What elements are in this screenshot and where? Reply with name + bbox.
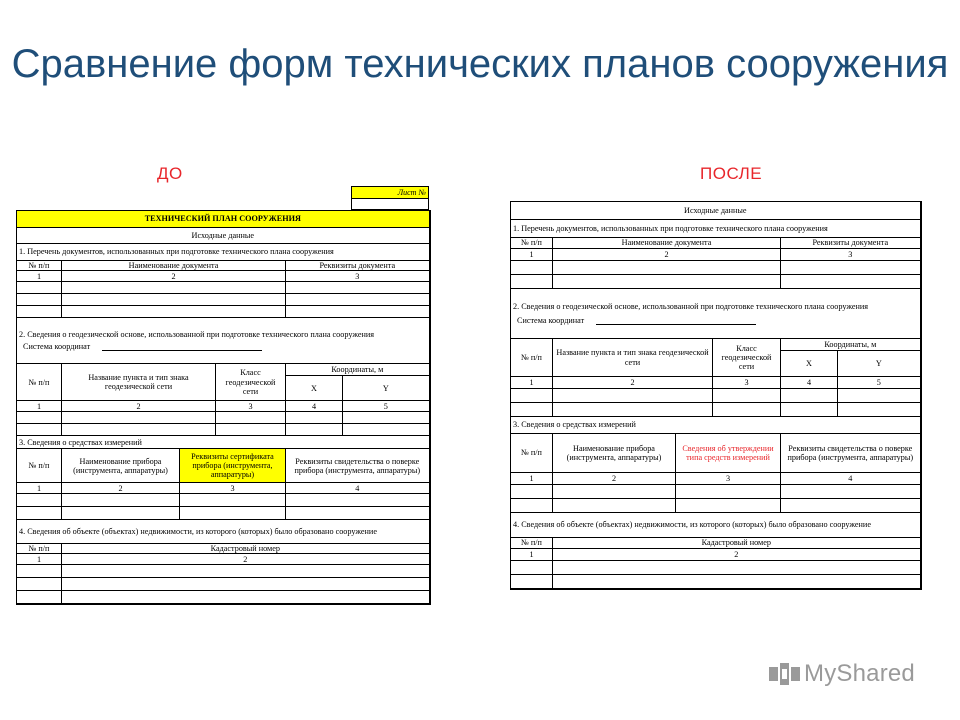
section-2-title: 2. Сведения о геодезической основе, использованной при подготовке технического плана сооружения <box>19 330 375 339</box>
sec4-num-2: 2 <box>553 549 921 561</box>
sec4-num-1: 1 <box>17 554 62 565</box>
sec3-num-4: 4 <box>781 473 921 485</box>
table-row <box>511 575 921 589</box>
sec1-col-num: № п/п <box>511 238 553 249</box>
slide-title: Сравнение форм технических планов сооружения <box>11 42 949 86</box>
table-row <box>17 306 430 318</box>
sec2-col-point-name: Название пункта и тип знака геодезической сети <box>62 364 216 401</box>
sec1-num-2: 2 <box>62 271 286 282</box>
sec2-col-y: Y <box>838 351 921 377</box>
sec2-num-3: 3 <box>216 401 286 412</box>
sec4-col-num: № п/п <box>511 538 553 549</box>
section-3-title: 3. Сведения о средствах измерений <box>511 417 921 434</box>
table-row <box>17 565 430 578</box>
sec2-num-4: 4 <box>781 377 838 389</box>
sec1-col-doc-name: Наименование документа <box>553 238 781 249</box>
myshared-logo-icon <box>768 660 802 688</box>
sec1-num-1: 1 <box>511 249 553 261</box>
sec3-col-verification: Реквизиты свидетельства о поверке прибора (инструмента, аппаратуры) <box>286 449 430 483</box>
sec2-col-x: X <box>781 351 838 377</box>
label-before: ДО <box>157 164 183 183</box>
sec3-col-device: Наименование прибора (инструмента, аппаратуры) <box>62 449 180 483</box>
sec2-col-class: Класс геодезической сети <box>713 339 781 377</box>
section-2-block <box>17 318 430 364</box>
sec2-col-y: Y <box>343 376 430 401</box>
sec1-col-doc-details: Реквизиты документа <box>286 261 430 271</box>
coord-system-label: Система координат <box>23 342 91 352</box>
sheet-number-label: Лист № <box>352 187 429 199</box>
sec2-col-coords: Координаты, м <box>781 339 921 351</box>
table-row <box>511 485 921 499</box>
sec2-num-3: 3 <box>713 377 781 389</box>
sec4-num-2: 2 <box>62 554 430 565</box>
table-row <box>511 275 921 289</box>
section-2-title: 2. Сведения о геодезической основе, использованной при подготовке технического плана сооружения <box>513 302 869 312</box>
sec4-col-num: № п/п <box>17 544 62 554</box>
sec3-col-type-approval: Сведения об утверждении типа средств измерений <box>676 434 781 473</box>
sec2-num-2: 2 <box>553 377 713 389</box>
sec3-num-4: 4 <box>286 483 430 494</box>
sec3-col-num: № п/п <box>511 434 553 473</box>
sec4-num-1: 1 <box>511 549 553 561</box>
table-row <box>17 282 430 294</box>
initial-data-heading: Исходные данные <box>17 228 430 244</box>
sec1-num-1: 1 <box>17 271 62 282</box>
coord-system-field <box>102 343 262 351</box>
sec3-num-3: 3 <box>180 483 286 494</box>
table-row <box>511 261 921 275</box>
sec3-col-certificate: Реквизиты сертификата прибора (инструмента, аппаратуры) <box>180 449 286 483</box>
form-after <box>510 201 922 590</box>
sec2-num-1: 1 <box>17 401 62 412</box>
sec3-num-2: 2 <box>553 473 676 485</box>
sec3-col-verification: Реквизиты свидетельства о поверке прибора (инструмента, аппаратуры) <box>781 434 921 473</box>
coord-system-field <box>596 317 756 325</box>
sheet-number-box <box>351 186 429 210</box>
table-row <box>17 294 430 306</box>
table-row <box>17 578 430 591</box>
sec1-col-doc-details: Реквизиты документа <box>781 238 921 249</box>
plan-title: ТЕХНИЧЕСКИЙ ПЛАН СООРУЖЕНИЯ <box>17 211 430 228</box>
table-row <box>511 403 921 417</box>
sec2-num-5: 5 <box>838 377 921 389</box>
section-1-title: 1. Перечень документов, использованных при подготовке технического плана сооружения <box>17 244 430 261</box>
sec2-col-num: № п/п <box>17 364 62 401</box>
sec4-col-cadastral: Кадастровый номер <box>553 538 921 549</box>
sec2-col-class: Класс геодезической сети <box>216 364 286 401</box>
sheet-number-value <box>352 199 429 210</box>
table-row <box>511 561 921 575</box>
sec2-num-4: 4 <box>286 401 343 412</box>
sec2-col-coords: Координаты, м <box>286 364 430 376</box>
section-4-title: 4. Сведения об объекте (объектах) недвижимости, из которого (которых) было образовано сооружение <box>17 520 430 544</box>
sec1-num-3: 3 <box>286 271 430 282</box>
initial-data-heading: Исходные данные <box>511 202 921 220</box>
table-row <box>17 424 430 436</box>
sec1-num-3: 3 <box>781 249 921 261</box>
sec2-col-num: № п/п <box>511 339 553 377</box>
sec1-col-doc-name: Наименование документа <box>62 261 286 271</box>
sec2-col-x: X <box>286 376 343 401</box>
sec3-col-device: Наименование прибора (инструмента, аппаратуры) <box>553 434 676 473</box>
table-row <box>511 389 921 403</box>
table-row <box>17 494 430 507</box>
sec3-num-2: 2 <box>62 483 180 494</box>
sec3-num-1: 1 <box>17 483 62 494</box>
sec3-num-1: 1 <box>511 473 553 485</box>
table-row <box>17 412 430 424</box>
section-3-title: 3. Сведения о средствах измерений <box>17 436 430 449</box>
label-after: ПОСЛЕ <box>700 164 763 183</box>
section-1-title: 1. Перечень документов, использованных при подготовке технического плана сооружения <box>511 220 921 238</box>
form-before <box>16 210 431 605</box>
sec1-num-2: 2 <box>553 249 781 261</box>
coord-system-label: Система координат <box>517 315 585 325</box>
sec4-col-cadastral: Кадастровый номер <box>62 544 430 554</box>
section-4-title: 4. Сведения об объекте (объектах) недвижимости, из которого (которых) было образовано сооружение <box>511 513 921 538</box>
sec2-num-2: 2 <box>62 401 216 412</box>
table-row <box>511 499 921 513</box>
sec2-num-5: 5 <box>343 401 430 412</box>
sec3-col-num: № п/п <box>17 449 62 483</box>
sec2-col-point-name: Название пункта и тип знака геодезической сети <box>553 339 713 377</box>
watermark-text: MyShared <box>804 660 915 687</box>
sec2-num-1: 1 <box>511 377 553 389</box>
myshared-watermark <box>768 660 915 688</box>
section-2-block <box>511 289 921 339</box>
table-row <box>17 591 430 604</box>
table-row <box>17 507 430 520</box>
sec1-col-num: № п/п <box>17 261 62 271</box>
sec3-num-3: 3 <box>676 473 781 485</box>
